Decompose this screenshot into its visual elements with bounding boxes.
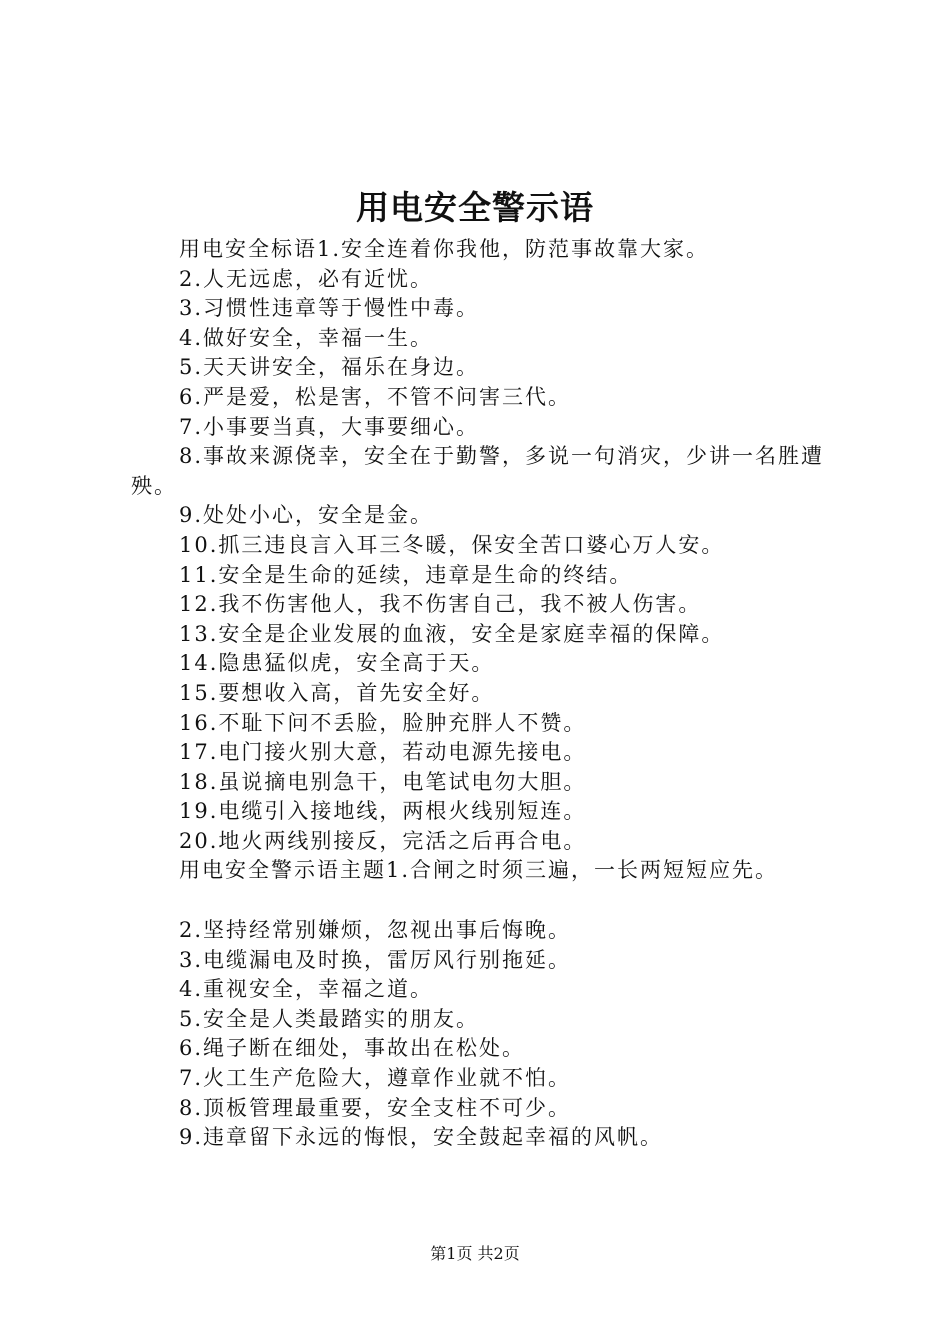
paragraph: 15.要想收入高，首先安全好。	[179, 680, 495, 705]
paragraph: 4.重视安全，幸福之道。	[179, 977, 434, 1002]
paragraph: 3.习惯性违章等于慢性中毒。	[179, 296, 480, 321]
paragraph: 16.不耻下问不丢脸，脸肿充胖人不赞。	[179, 710, 587, 735]
paragraph: 7.小事要当真，大事要细心。	[179, 414, 480, 439]
paragraph: 10.抓三违良言入耳三冬暖，保安全苦口婆心万人安。	[179, 532, 725, 557]
paragraph: 17.电门接火别大意，若动电源先接电。	[179, 740, 587, 765]
paragraph: 5.天天讲安全，福乐在身边。	[179, 355, 480, 380]
paragraph: 3.电缆漏电及时换，雷厉风行别拖延。	[179, 947, 572, 972]
paragraph: 5.安全是人类最踏实的朋友。	[179, 1006, 480, 1031]
paragraph: 2.坚持经常别嫌烦，忽视出事后悔晚。	[179, 918, 572, 943]
paragraph: 6.严是爱，松是害，不管不问害三代。	[179, 384, 572, 409]
page-footer: 第1页 共2页	[430, 1244, 520, 1263]
paragraph: 14.隐患猛似虎，安全高于天。	[179, 651, 495, 676]
paragraph: 6.绳子断在细处，事故出在松处。	[179, 1036, 526, 1061]
paragraph: 4.做好安全，幸福一生。	[179, 325, 434, 350]
paragraph: 13.安全是企业发展的血液，安全是家庭幸福的保障。	[179, 621, 725, 646]
paragraph: 用电安全标语1.安全连着你我他，防范事故靠大家。	[179, 237, 710, 261]
paragraph: 8.事故来源侥幸，安全在于勤警，多说一句消灾，少讲一名胜遭殃。	[131, 444, 825, 498]
paragraph: 用电安全警示语主题1.合闸之时须三遍，一长两短短应先。	[179, 858, 779, 883]
document-body	[131, 235, 861, 1153]
paragraph: 12.我不伤害他人，我不伤害自己，我不被人伤害。	[179, 592, 702, 617]
document-title: 用电安全警示语	[356, 188, 594, 227]
paragraph: 18.虽说摘电别急干，电笔试电勿大胆。	[179, 769, 587, 794]
paragraph: 7.火工生产危险大，遵章作业就不怕。	[179, 1066, 572, 1091]
paragraph: 19.电缆引入接地线，两根火线别短连。	[179, 799, 587, 824]
paragraph: 2.人无远虑，必有近忧。	[179, 266, 434, 291]
paragraph: 8.顶板管理最重要，安全支柱不可少。	[179, 1095, 572, 1120]
paragraph: 9.处处小心，安全是金。	[179, 503, 434, 528]
paragraph: 20.地火两线别接反，完活之后再合电。	[179, 828, 587, 853]
paragraph: 9.违章留下永远的悔恨，安全鼓起幸福的风帆。	[179, 1125, 664, 1150]
paragraph: 11.安全是生命的延续，违章是生命的终结。	[179, 562, 633, 587]
